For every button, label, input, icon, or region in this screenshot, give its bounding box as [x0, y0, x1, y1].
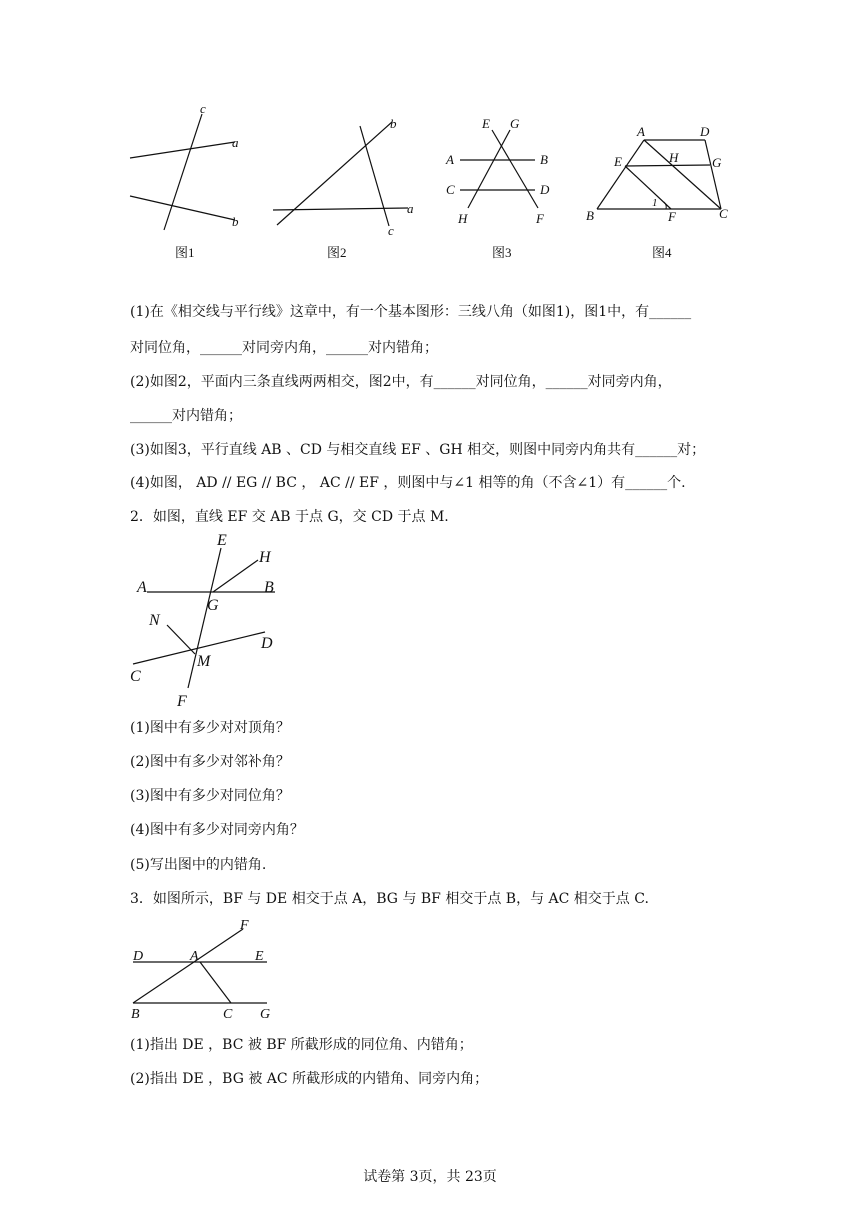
label-B: B — [586, 208, 594, 223]
line-c — [164, 114, 202, 230]
caption-fig2: 图2 — [327, 245, 347, 260]
q2-item-1: (1)图中有多少对对顶角？ — [130, 720, 290, 736]
label-a: a — [232, 135, 239, 150]
label-H: H — [458, 211, 468, 226]
label-B: B — [131, 1007, 140, 1022]
q3-stem: 3．如图所示，BF 与 DE 相交于点 A，BG 与 BF 相交于点 B，与 AC 相交于点 C. — [130, 891, 649, 907]
ray-MN — [167, 625, 195, 654]
label-B: B — [540, 152, 548, 167]
q2-item-3: (3)图中有多少对同位角？ — [130, 788, 290, 804]
line-GH — [468, 130, 510, 208]
label-G: G — [510, 116, 520, 131]
label-F: F — [668, 209, 676, 224]
segment-EG — [625, 165, 710, 166]
caption-fig1: 图1 — [175, 245, 195, 260]
label-G: G — [712, 155, 722, 170]
label-E: E — [614, 154, 622, 169]
label-1: 1 — [652, 197, 658, 209]
label-F: F — [536, 211, 544, 226]
label-D: D — [133, 949, 144, 964]
label-E: E — [217, 532, 227, 549]
label-D: D — [540, 182, 550, 197]
q2-item-4: (4)图中有多少对同旁内角？ — [130, 822, 304, 838]
label-N: N — [149, 612, 160, 629]
q2-item-5: (5)写出图中的内错角. — [130, 857, 267, 873]
figure-q2 — [125, 530, 295, 710]
label-C: C — [446, 182, 455, 197]
q2-item-2: (2)图中有多少对邻补角？ — [130, 754, 290, 770]
label-B: B — [264, 579, 274, 596]
label-G: G — [260, 1007, 271, 1022]
label-A: A — [190, 949, 199, 964]
q3-item-2: (2)指出 DE ，BG 被 AC 所截形成的内错角、同旁内角； — [130, 1071, 489, 1087]
segment-DC — [705, 140, 721, 209]
q1-part1-line2: 对同位角，______对同旁内角，______对内错角； — [130, 340, 438, 356]
label-b: b — [390, 116, 397, 131]
segment-AC — [200, 962, 231, 1003]
label-c: c — [200, 101, 206, 116]
ray-GH — [213, 560, 258, 592]
label-A: A — [137, 579, 147, 596]
figure-3 — [440, 110, 570, 265]
q1-part4: (4)如图， AD // EG // BC ， AC // EF ，则图中与∠1 相等的角（不含∠1）有______个. — [130, 475, 686, 491]
line-a — [130, 142, 235, 158]
label-G: G — [207, 597, 219, 614]
q3-item-1: (1)指出 DE ，BC 被 BF 所截形成的同位角、内错角； — [130, 1037, 473, 1053]
segment-AB — [597, 140, 644, 209]
caption-fig4: 图4 — [652, 245, 672, 260]
label-H: H — [259, 549, 271, 566]
label-H: H — [669, 150, 679, 165]
q1-part2-line2: ______对内错角； — [130, 408, 242, 424]
label-E: E — [482, 116, 490, 131]
label-C: C — [130, 668, 141, 685]
label-D: D — [700, 124, 710, 139]
label-C: C — [719, 206, 728, 221]
label-b: b — [232, 214, 239, 229]
caption-fig3: 图3 — [492, 245, 512, 260]
label-F: F — [177, 693, 187, 710]
label-D: D — [261, 635, 273, 652]
q1-part1-line1: (1)在《相交线与平行线》这章中，有一个基本图形：三线八角（如图1)，图1中，有______ — [130, 304, 692, 320]
label-F: F — [240, 918, 249, 933]
angle-1-arc — [664, 202, 666, 209]
figure-q3 — [125, 915, 285, 1025]
label-a: a — [407, 201, 414, 216]
label-E: E — [255, 949, 264, 964]
label-c: c — [388, 223, 394, 238]
line-b — [130, 196, 235, 220]
figure-2 — [265, 100, 425, 265]
label-A: A — [446, 152, 454, 167]
label-M: M — [197, 653, 211, 670]
line-EF — [492, 130, 538, 208]
figure-4 — [580, 120, 740, 265]
q2-stem: 2．如图，直线 EF 交 AB 于点 G，交 CD 于点 M. — [130, 509, 449, 525]
label-C: C — [223, 1007, 233, 1022]
line-c — [360, 126, 389, 226]
q1-part2-line1: (2)如图2，平面内三条直线两两相交，图2中，有______对同位角，______对同旁内角， — [130, 374, 672, 390]
label-A: A — [637, 124, 645, 139]
line-BF — [133, 929, 243, 1003]
q1-part3: (3)如图3，平行直线 AB 、CD 与相交直线 EF 、GH 相交，则图中同旁内角共有______对； — [130, 442, 706, 458]
page-footer: 试卷第 3页，共 23页 — [363, 1169, 497, 1185]
figure-1 — [120, 100, 260, 265]
